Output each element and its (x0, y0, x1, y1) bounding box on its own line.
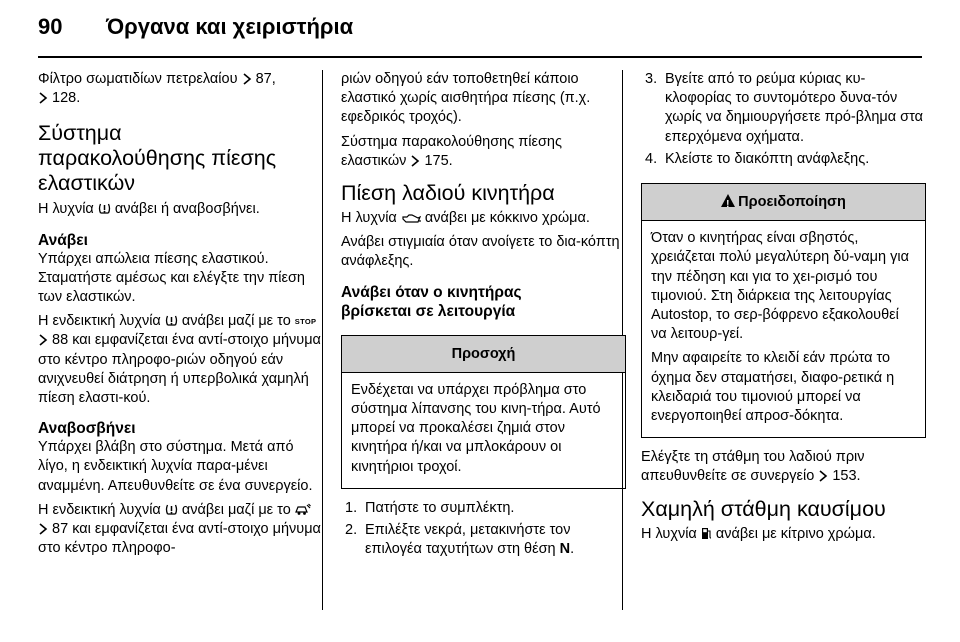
tire-pressure-icon (165, 314, 178, 327)
header-rule (38, 56, 922, 58)
oil-can-icon (401, 213, 421, 224)
fuel-lamp-paragraph: Η λυχνία ανάβει με κίτρινο χρώμα. (641, 525, 876, 542)
section-heading-oil-pressure: Πίεση λαδιού κινητήρα (341, 181, 555, 206)
reference-arrow-icon (818, 470, 828, 482)
lit-paragraph-1: Υπάρχει απώλεια πίεσης ελαστικού. Σταματήστε αμέσως και ελέγξτε την πίεση των ελαστικών. (38, 250, 305, 306)
flash-paragraph-1: Υπάρχει βλάβη στο σύστημα. Μετά από λίγο, η ενδεικτική λυχνία παρα-μένει αναμμένη. Απευθυνθείτε σε ένα συνεργείο. (38, 439, 313, 494)
page-title: Όργανα και χειριστήρια (106, 14, 354, 39)
warning-text-1: Όταν ο κινητήρας είναι σβηστός, χρειάζεται πολύ μεγαλύτερη δύ-ναμη για την πέδηση και για το χει-ρισμό του τιμονιού. Στη διάρκεια της λειτουργίας Autostop, το σερ-βόφρενο εξακολουθεί να λειτουρ-γεί. (651, 230, 909, 343)
warning-text-2: Μην αφαιρείτε το κλειδί εάν πρώτα το όχημα δεν σταματήσει, διαφο-ρετικά η κλειδαριά του τιμονιού μπορεί να ενεργοποιηθεί απροσ-δόκητα. (651, 350, 895, 425)
caution-title: Προσοχή (342, 336, 625, 373)
section-heading-tpms: Σύστημα παρακολούθησης πίεσης ελαστικών (38, 121, 277, 196)
caution-text: Ενδέχεται να υπάρχει πρόβλημα στο σύστημα λίπανσης του κινη-τήρα. Αυτό μπορεί να προκαλέσει ζημιά στον κινητήρα ή/και να μπλοκάρουν οι κινητήριοι τροχοί. (351, 381, 601, 475)
reference-arrow-icon (38, 334, 48, 346)
warning-box (641, 183, 926, 438)
stop-badge: STOP (294, 317, 317, 327)
reference-arrow-icon (38, 523, 48, 535)
tire-pressure-icon (165, 503, 178, 516)
steps-list (341, 499, 626, 560)
column-2 (341, 70, 626, 562)
lit-paragraph-2: Η ενδεικτική λυχνία ανάβει μαζί με το STOP 88 και εμφανίζεται ένα αντί-στοιχο μήνυμα στο κέντρο πληροφο-ριών οδηγού εάν ανιχνευθεί διάτρηση ή υπερβολικά χαμηλή πίεση ελαστι-κού. (38, 313, 321, 407)
subheading-engine-running: Ανάβει όταν ο κινητήρας βρίσκεται σε λειτουργία (341, 283, 522, 320)
warning-triangle-icon (721, 194, 735, 207)
list-item: 1. Πατήστε το συμπλέκτη. (345, 499, 515, 516)
page-header (0, 0, 960, 60)
column-3 (641, 70, 926, 549)
subheading-flashing: Αναβοσβήνει (38, 420, 136, 438)
warning-title: !Προειδοποίηση (642, 184, 925, 221)
service-vehicle-icon (295, 503, 311, 516)
subheading-lit: Ανάβει (38, 231, 88, 249)
caution-body (342, 373, 625, 488)
list-item: 4. Κλείστε το διακόπτη ανάφλεξης. (645, 150, 870, 167)
steps-list (641, 70, 926, 169)
reference-arrow-icon (38, 92, 48, 104)
oil-ignition-paragraph: Ανάβει στιγμιαία όταν ανοίγετε το δια-κόπτη ανάφλεξης. (341, 234, 620, 270)
intro-paragraph: Φίλτρο σωματιδίων πετρελαίου 87, 128. (38, 71, 276, 107)
section-heading-low-fuel: Χαμηλή στάθμη καυσίμου (641, 496, 886, 521)
continued-paragraph: ριών οδηγού εάν τοποθετηθεί κάποιο ελαστικό χωρίς αισθητήρα πίεσης (π.χ. εφεδρικός τροχός). (341, 71, 591, 126)
tpms-reference-paragraph: Σύστημα παρακολούθησης πίεσης ελαστικών 175. (341, 133, 562, 169)
list-item: 2. Επιλέξτε νεκρά, μετακινήστε τον επιλογέα ταχυτήτων στη θέση N. (345, 522, 575, 558)
page-number: 90 (38, 14, 63, 39)
flash-paragraph-2: Η ενδεικτική λυχνία ανάβει μαζί με το 87 και εμφανίζεται ένα αντί-στοιχο μήνυμα στο κέντρο πληροφο- (38, 501, 321, 557)
column-1 (38, 70, 323, 563)
tire-pressure-icon (98, 202, 111, 215)
oil-lamp-paragraph: Η λυχνία ανάβει με κόκκινο χρώμα. (341, 210, 590, 227)
caution-box (341, 335, 626, 489)
fuel-pump-icon (701, 527, 712, 540)
tpms-lamp-paragraph: Η λυχνία ανάβει ή αναβοσβήνει. (38, 201, 260, 218)
check-oil-paragraph: Ελέγξτε τη στάθμη του λαδιού πριν απευθυνθείτε σε συνεργείο 153. (641, 449, 865, 485)
reference-arrow-icon (410, 155, 420, 167)
warning-body (642, 221, 925, 437)
neutral-position-label: N (559, 541, 571, 558)
list-item: 3. Βγείτε από το ρεύμα κύριας κυ-κλοφορίας το συντομότερο δυνα-τόν χωρίς να δημιουργήσετε πρό-βλημα στα επερχόμενα οχήματα. (645, 71, 924, 145)
reference-arrow-icon (242, 73, 252, 85)
